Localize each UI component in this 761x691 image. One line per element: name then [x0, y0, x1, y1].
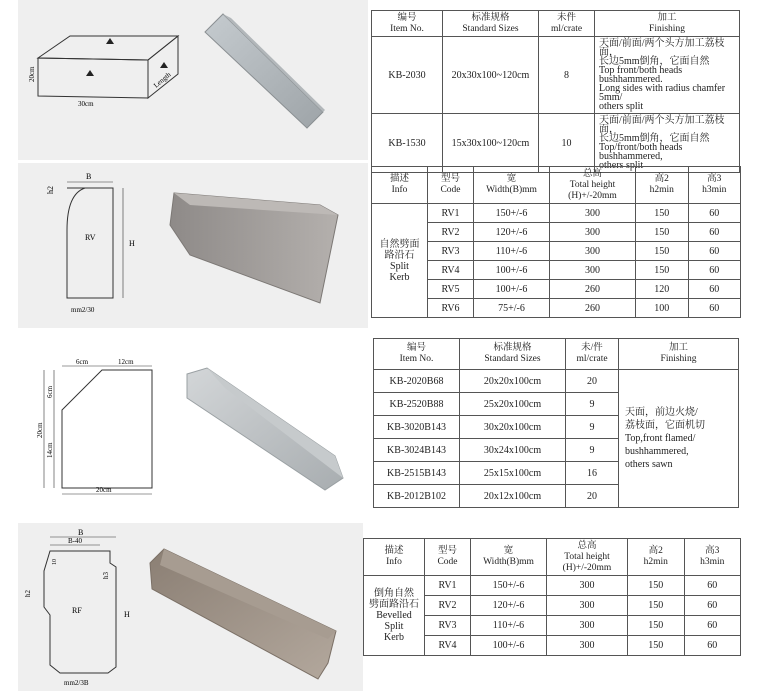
table-row: KB-2012B102 20x12x100cm 20: [374, 485, 739, 508]
svg-text:B: B: [78, 528, 84, 537]
length-label: Length: [152, 70, 173, 90]
header-item-no: 编号 Item No.: [372, 11, 443, 37]
table-row: KB-3024B143 30x24x100cm 9: [374, 439, 739, 462]
table-row: 倒角自然 劈面路沿石 Bevelled Split Kerb RV1 150+/-6 300 150 60: [364, 576, 741, 596]
table-row: RV4 100+/-6 300 150 60: [364, 636, 741, 656]
table-row: KB-2520B88 25x20x100cm 9: [374, 393, 739, 416]
info-cell: 倒角自然 劈面路沿石 Bevelled Split Kerb: [364, 576, 425, 656]
svg-text:14cm: 14cm: [46, 442, 54, 458]
table-row: RV4 100+/-6 300 150 60: [372, 261, 741, 280]
finishing-cell: 天面，前边火烧/ 荔枝面，它面机切 Top,front flamed/ bushhammered, others sawn: [619, 370, 739, 508]
svg-text:h2: h2: [46, 186, 55, 194]
product-table-3: 编号 Item No. 标准规格 Standard Sizes 未/件 ml/crate 加工 Finishing KB-2020B68 20x20x100cm 20 天面，前边火烧/ 荔枝面，它面机切 Top,front flamed/ bushhammered, others sawn KB-2520B88 25x20x100cm 9 KB-3020B143 30x20x100cm 9 KB-3024B143 30x24x100cm 9 KB-2515B143 25x15x100cm 16 KB-2012B102 20x12x100cm 20: [373, 338, 739, 508]
table-row: RV5 100+/-6 260 120 60: [372, 280, 741, 299]
svg-text:mm2/30: mm2/30: [71, 306, 95, 314]
svg-text:6cm: 6cm: [76, 358, 89, 366]
svg-text:H: H: [129, 239, 135, 248]
svg-text:B-40: B-40: [68, 537, 82, 545]
svg-text:12cm: 12cm: [118, 358, 134, 366]
svg-text:20cm: 20cm: [96, 486, 112, 494]
svg-text:RV: RV: [85, 233, 96, 242]
svg-text:h2: h2: [24, 590, 32, 597]
table-row: RV3 110+/-6 300 150 60: [372, 242, 741, 261]
kerb-3d-diagram: [30, 28, 180, 108]
svg-text:mm2/3B: mm2/3B: [64, 679, 89, 687]
width-label: 30cm: [78, 100, 94, 108]
svg-text:H: H: [124, 610, 130, 619]
svg-text:6cm: 6cm: [46, 385, 54, 398]
kerb-photo-1: [205, 14, 325, 129]
table-row: RV6 75+/-6 260 100 60: [372, 299, 741, 318]
table-row: KB-2030 20x30x100~120cm 8 天面/前面/两个头方加工荔枝面， 长边5mm倒角，它面自然 Top front/both heads bushhammered. Long sides with radius chamfer 5mm/ others split: [372, 37, 740, 114]
table-row: KB-3020B143 30x20x100cm 9: [374, 416, 739, 439]
kerb-photo-3: [185, 368, 345, 493]
svg-text:B: B: [86, 172, 92, 181]
bevelled-kerb-diagram: [30, 358, 160, 498]
table-row: KB-2020B68 20x20x100cm 20 天面，前边火烧/ 荔枝面，它面机切 Top,front flamed/ bushhammered, others sawn: [374, 370, 739, 393]
kerb-photo-4: [150, 543, 340, 683]
table-row: RV3 110+/-6 300 150 60: [364, 616, 741, 636]
height-label: 20cm: [28, 66, 36, 82]
header-ml-crate: 未件 ml/crate: [539, 11, 595, 37]
header-standard-sizes: 标准规格 Standard Sizes: [443, 11, 539, 37]
header-finishing: 加工 Finishing: [595, 11, 740, 37]
svg-text:20cm: 20cm: [36, 422, 44, 438]
table-row: KB-2515B143 25x15x100cm 16: [374, 462, 739, 485]
rv-profile-diagram: [45, 170, 155, 320]
table-row: KB-1530 15x30x100~120cm 10 天面/前面/两个头方加工荔枝面， 长边5mm倒角，它面自然 Top/front/both heads bushhammered, others split: [372, 114, 740, 173]
product-table-1: [371, 10, 740, 173]
table-row: 自然劈面 路沿石 Split Kerb RV1 150+/-6 300 150 60: [372, 204, 741, 223]
svg-text:10: 10: [52, 559, 58, 565]
info-cell: 自然劈面 路沿石 Split Kerb: [372, 204, 428, 318]
svg-text:RF: RF: [72, 606, 82, 615]
product-table-2: 描述 Info 型号 Code 宽 Width(B)mm 总高 Total height (H)+/-20mm 高2 h2min 高3 h3min 自然劈面 路沿石 Split Kerb RV1 150+/-6 300 150 60 RV2 120+/-6 300 150 60 RV3 110+/-6 300 150 60 RV4 100+/-6 300 150 60 RV5 100+/-6 260 120 60 RV6 75+/-6 260 100 60: [371, 166, 741, 318]
table-row: RV2 120+/-6 300 150 60: [372, 223, 741, 242]
kerb-photo-2: [170, 185, 340, 310]
svg-text:h3: h3: [102, 572, 110, 579]
product-table-4: 描述 Info 型号 Code 宽 Width(B)mm 总高 Total height (H)+/-20mm 高2 h2min 高3 h3min 倒角自然 劈面路沿石 Bevelled Split Kerb RV1 150+/-6 300 150 60 RV2 120+/-6 300 150 60 RV3 110+/-6 300 150 60 RV4 100+/-6 300 150 60: [363, 538, 741, 656]
table-row: RV2 120+/-6 300 150 60: [364, 596, 741, 616]
rf-profile-diagram: [20, 527, 140, 687]
